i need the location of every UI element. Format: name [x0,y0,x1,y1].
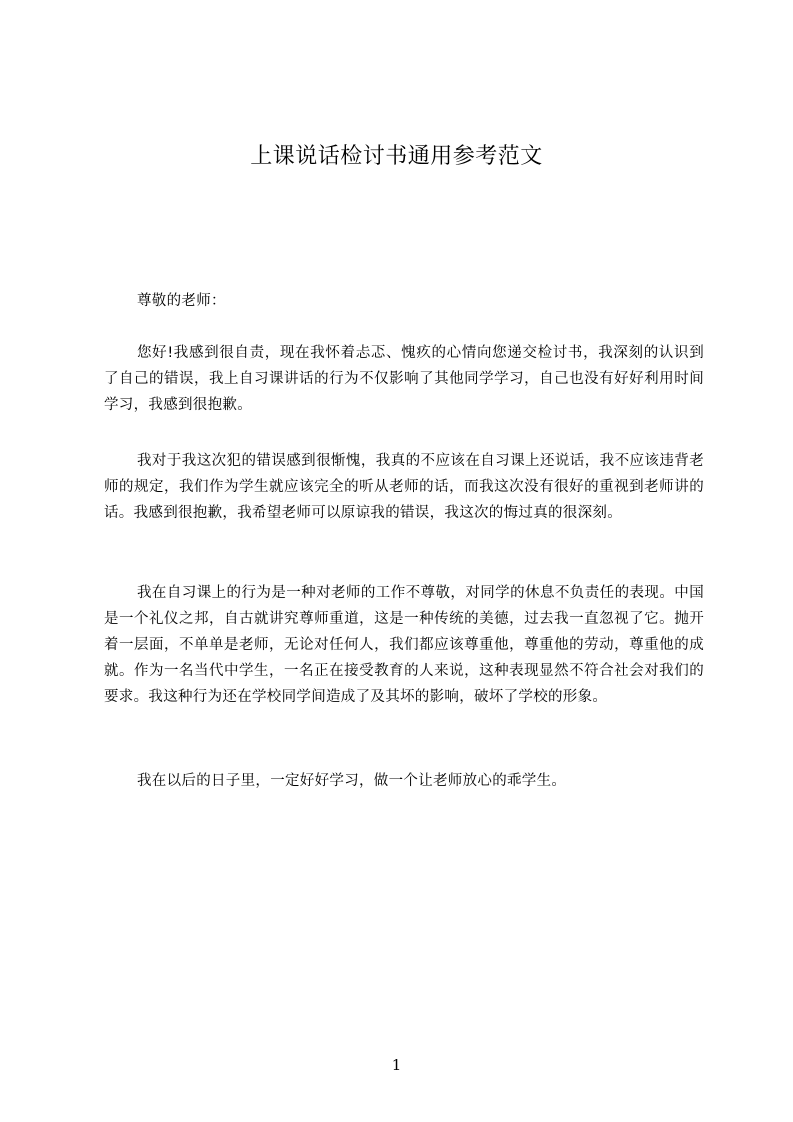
paragraph-4: 我在以后的日子里，一定好好学习，做一个让老师放心的乖学生。 [137,773,567,789]
salutation: 尊敬的老师： [137,293,226,309]
page-number: 1 [391,1056,402,1074]
paragraph-2: 我对于我这次犯的错误感到很惭愧，我真的不应该在自习课上还说话，我不应该违背老师的规定，我们作为学生就应该完全的听从老师的话，而我这次没有很好的重视到老师讲的话。我感到很抱歉，我希望老师可以原谅我的错误，我这次的悔过真的很深刻。 [104,453,704,521]
paragraph-3: 我在自习课上的行为是一种对老师的工作不尊敬，对同学的休息不负责任的表现。中国是一个礼仪之邦，自古就讲究尊师重道，这是一种传统的美德，过去我一直忽视了它。抛开着一层面，不单单是老师，无论对任何人，我们都应该尊重他，尊重他的劳动，尊重他的成就。作为一名当代中学生，一名正在接受教育的人来说，这种表现显然不符合社会对我们的要求。我这种行为还在学校同学间造成了及其坏的影响，破坏了学校的形象。 [104,585,704,705]
paragraph-1: 您好!我感到很自责，现在我怀着忐忑、愧疚的心情向您递交检讨书，我深刻的认识到了自己的错误，我上自习课讲话的行为不仅影响了其他同学学习，自己也没有好好利用时间学习，我感到很抱歉。 [104,345,704,413]
document-title: 上课说话检讨书通用参考范文 [250,144,543,169]
